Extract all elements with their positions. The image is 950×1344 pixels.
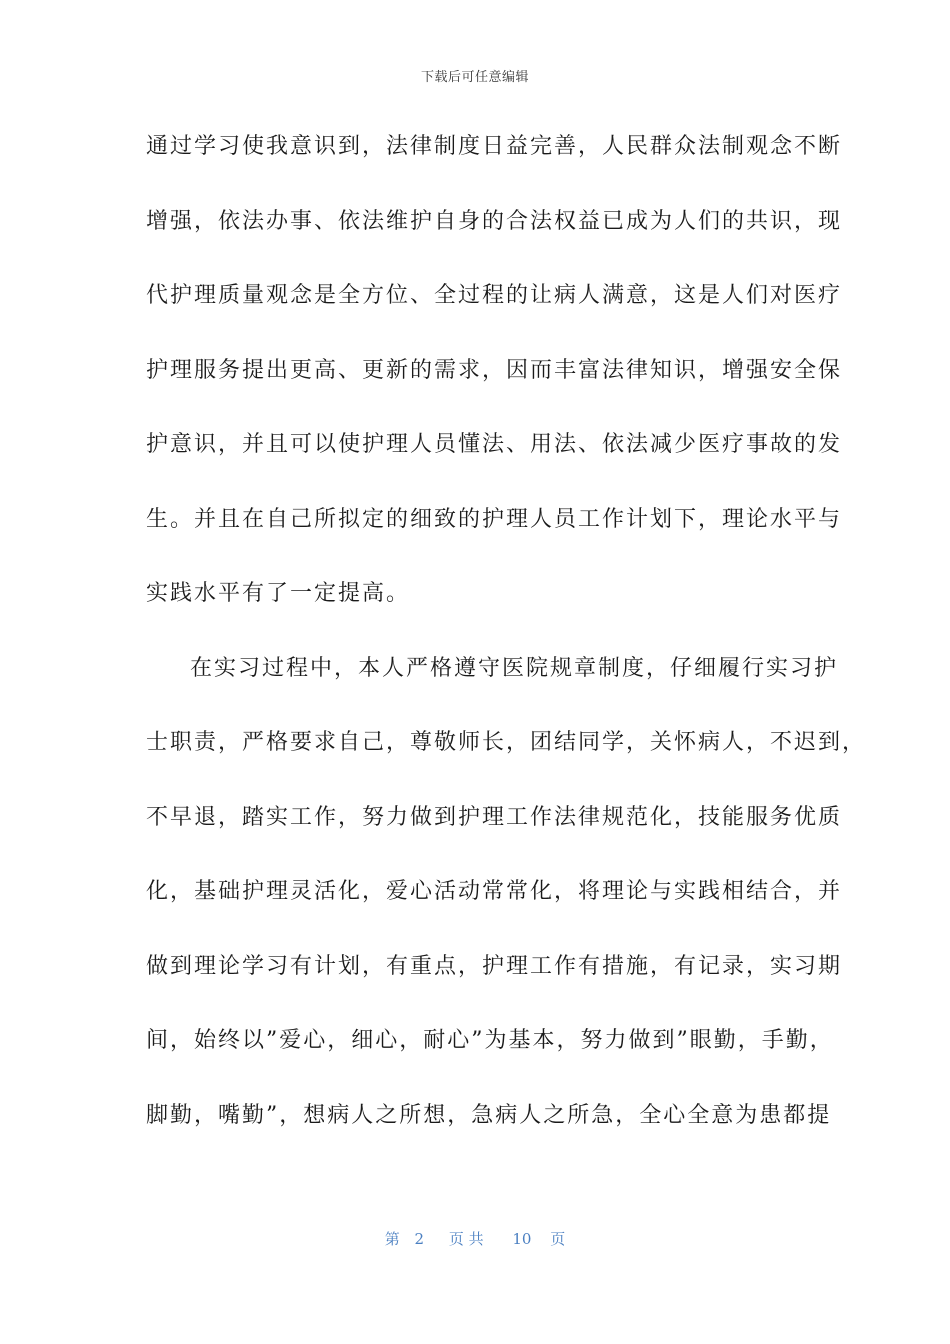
text-line: 不早退，踏实工作，努力做到护理工作法律规范化，技能服务优质 <box>146 804 843 830</box>
paragraph-start-line: 在实习过程中，本人严格遵守医院规章制度，仔细履行实习护 <box>190 655 839 681</box>
text-line: 护理服务提出更高、更新的需求，因而丰富法律知识，增强安全保 <box>146 357 843 383</box>
text-line: 代护理质量观念是全方位、全过程的让病人满意，这是人们对医疗 <box>146 283 843 308</box>
text-line: 做到理论学习有计划，有重点，护理工作有措施，有记录，实习期 <box>146 953 843 979</box>
total-pages-number: 10 <box>512 1230 532 1248</box>
page-middle: 页 共 <box>448 1230 484 1248</box>
text-line: 脚勤，嘴勤”，想病人之所想，急病人之所急，全心全意为患都提 <box>146 1102 832 1128</box>
header-note: 下载后可任意编辑 <box>420 70 529 85</box>
text-line: 实践水平有了一定提高。 <box>146 581 411 606</box>
page-suffix: 页 <box>550 1230 566 1248</box>
page-footer <box>0 1228 950 1249</box>
text-line: 增强，依法办事、依法维护自身的合法权益已成为人们的共识，现 <box>146 208 843 234</box>
text-line: 通过学习使我意识到，法律制度日益完善，人民群众法制观念不断 <box>146 134 843 159</box>
text-line: 化，基础护理灵活化，爱心活动常常化，将理论与实践相结合，并 <box>146 879 843 904</box>
document-body <box>146 124 867 1167</box>
current-page-number: 2 <box>414 1230 425 1248</box>
page-prefix: 第 <box>384 1230 400 1248</box>
text-line: 护意识，并且可以使护理人员懂法、用法、依法减少医疗事故的发 <box>146 432 843 457</box>
text-line: 间，始终以”爱心，细心，耐心”为基本，努力做到”眼勤，手勤， <box>146 1028 834 1053</box>
text-line: 士职责，严格要求自己，尊敬师长，团结同学，关怀病人，不迟到， <box>146 730 867 755</box>
text-line: 生。并且在自己所拟定的细致的护理人员工作计划下，理论水平与 <box>146 506 843 532</box>
